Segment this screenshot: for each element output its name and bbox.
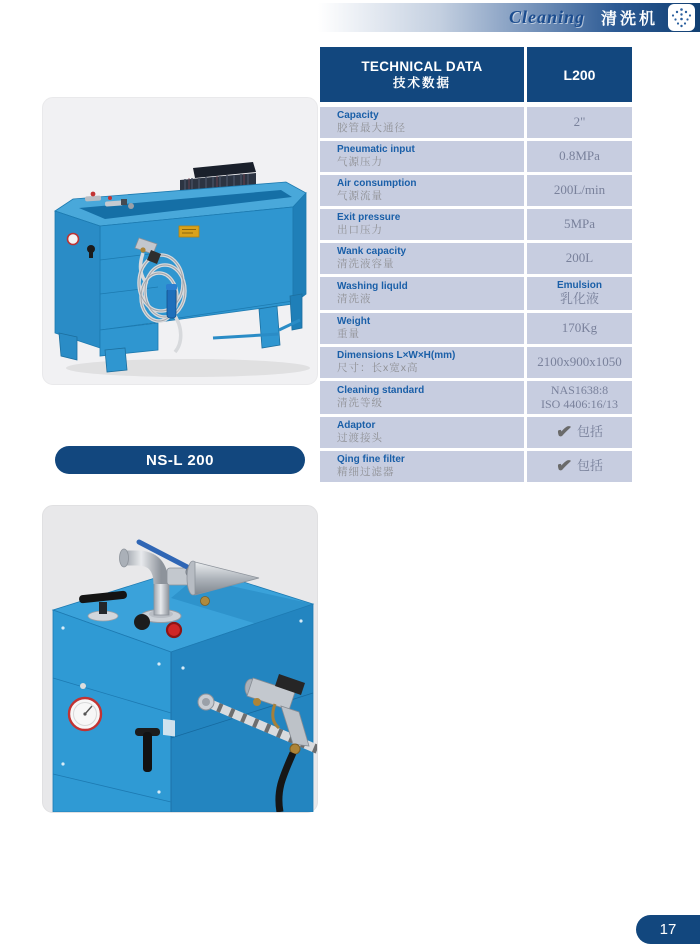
row-label-en: Wank capacity [337, 245, 407, 257]
row-label-en: Dimensions L×W×H(mm) [337, 349, 456, 361]
page-number-text: 17 [659, 921, 677, 938]
header-bar [318, 3, 700, 32]
page-number [636, 915, 700, 944]
row-value: 5MPa [563, 216, 596, 232]
row-label-zh: 尺寸：长x宽x高 [337, 362, 419, 375]
table-row-exit-pressure [320, 209, 632, 240]
black-cap [134, 614, 150, 630]
row-label-zh: 过渡接头 [337, 432, 383, 445]
check-icon: ✔ [554, 455, 574, 478]
row-label-zh: 精细过滤器 [337, 466, 395, 479]
row-label-zh: 重量 [337, 328, 360, 341]
header-title-zh: 清洗机 [600, 11, 658, 28]
row-value-line1: NAS1638:8 [550, 382, 609, 397]
table-row-capacity [320, 107, 632, 138]
row-label-en: Adaptor [337, 419, 376, 431]
row-label-en: Capacity [337, 109, 379, 121]
table-row-weight [320, 313, 632, 344]
row-label-en: Pneumatic input [337, 143, 415, 155]
red-button [167, 623, 181, 637]
row-label-zh: 清洗等级 [337, 397, 383, 410]
row-value: 2100x900x1050 [537, 354, 622, 370]
table-header-model: L200 [527, 47, 632, 102]
table-body [320, 107, 632, 482]
table-title-en: TECHNICAL DATA [361, 58, 483, 74]
black-knob [87, 245, 95, 253]
row-label-en: Weight [337, 315, 371, 327]
row-value: 200L [565, 250, 594, 266]
table-row-cleaning-standard [320, 381, 632, 414]
table-row-washing-liquid [320, 277, 632, 310]
header-title-en: Cleaning [508, 7, 585, 27]
table-title-zh: 技术数据 [392, 76, 451, 91]
row-value: 2" [573, 114, 586, 130]
table-row-dimensions [320, 347, 632, 378]
machine-illustration [43, 98, 317, 384]
table-row-fine-filter [320, 451, 632, 482]
row-value: 170Kg [561, 320, 598, 336]
row-value: 包括 [576, 458, 603, 474]
row-value: 0.8MPa [559, 148, 600, 164]
row-label-en: Air consumption [337, 177, 417, 189]
row-label-en: Qing fine filter [337, 453, 405, 465]
product-photo-closeup [42, 505, 318, 813]
model-badge: NS-L 200 [55, 446, 305, 474]
table-row-air-consumption [320, 175, 632, 206]
row-value: 包括 [576, 424, 603, 440]
row-value-line2: ISO 4406:16/13 [540, 396, 618, 411]
machine-closeup-illustration [43, 506, 317, 812]
check-icon: ✔ [554, 421, 574, 444]
row-label-zh: 清洗液 [337, 293, 372, 306]
row-label-en: Washing liquld [337, 280, 408, 292]
table-header-title [320, 47, 524, 102]
row-label-en: Cleaning standard [337, 384, 425, 396]
row-label-en: Exit pressure [337, 211, 401, 223]
row-value-en: Emulsion [556, 279, 602, 291]
table-header [320, 47, 632, 102]
yellow-label [179, 226, 199, 237]
table-row-adaptor [320, 417, 632, 448]
row-label-zh: 气源流量 [337, 190, 383, 203]
row-value-zh: 乳化液 [559, 291, 599, 307]
spray-dots-icon [668, 4, 695, 31]
row-value: 200L/min [553, 182, 606, 198]
row-label-zh: 清洗液容量 [337, 258, 395, 271]
pressure-gauge [68, 234, 79, 245]
technical-data-table [320, 47, 632, 482]
row-label-zh: 出口压力 [337, 224, 383, 237]
table-row-pneumatic-input [320, 141, 632, 172]
row-label-zh: 胶管最大通径 [337, 122, 406, 135]
filter-cartridge [167, 288, 176, 318]
table-row-tank-capacity [320, 243, 632, 274]
row-label-zh: 气源压力 [337, 156, 383, 169]
product-photo-main [42, 97, 318, 385]
